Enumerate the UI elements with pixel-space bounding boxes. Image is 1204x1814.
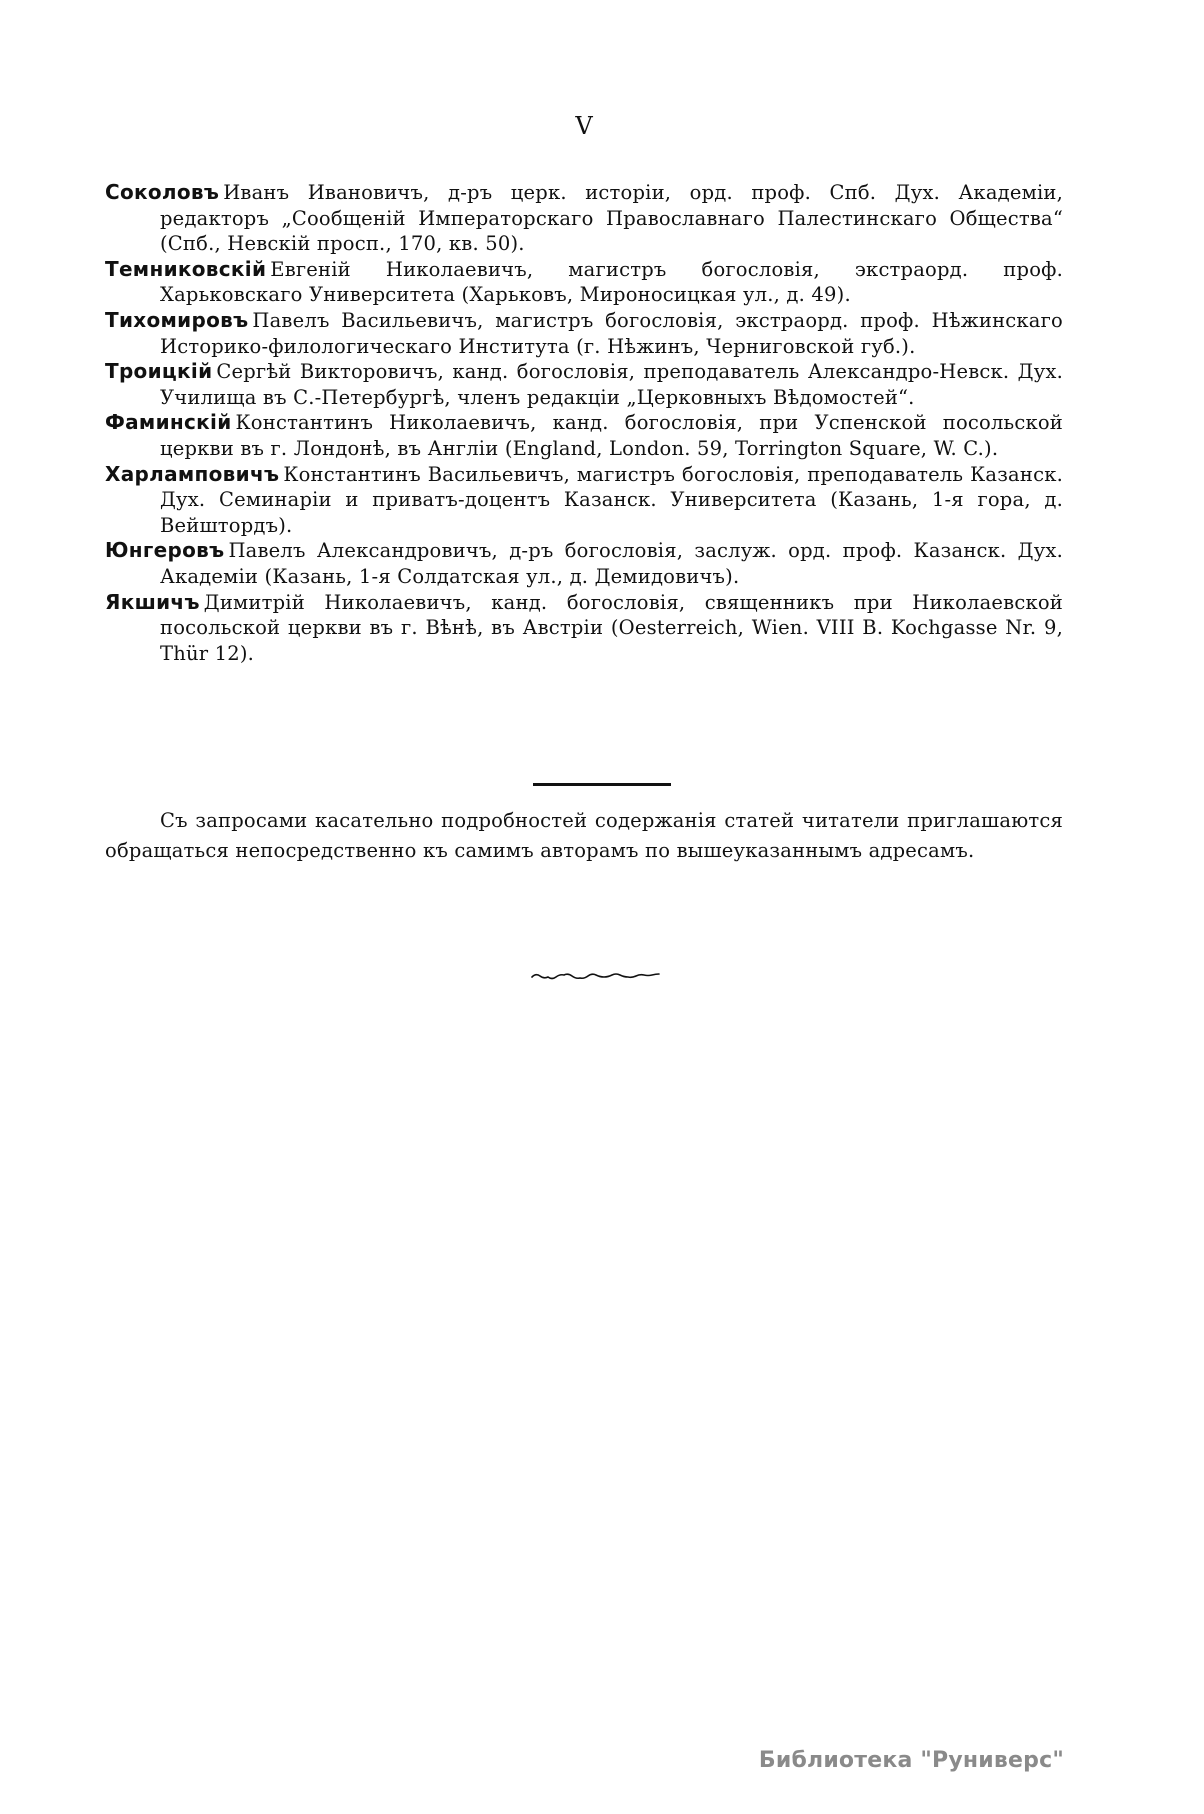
contributor-details: Константинъ Васильевичъ, магистръ богословія, преподаватель Казанск. Дух. Семинаріи и приватъ-доцентъ Казанск. Университета (Казань, 1-я гора, д. Вейштордъ).	[160, 462, 1063, 537]
contributor-entry	[105, 538, 1063, 589]
contributor-entry	[105, 410, 1063, 461]
contributor-entry	[105, 359, 1063, 410]
wavy-divider-line	[530, 970, 675, 982]
contributor-entry	[105, 308, 1063, 359]
contributor-list	[105, 180, 1063, 666]
contributor-details: Павелъ Васильевичъ, магистръ богословія, экстраорд. проф. Нѣжинскаго Историко-филологическаго Института (г. Нѣжинъ, Черниговской губ.).	[160, 308, 1063, 358]
section-divider-line	[533, 783, 671, 786]
contributor-details: Евгеній Николаевичъ, магистръ богословія, экстраорд. проф. Харьковскаго Университета (Харьковъ, Мироносицкая ул., д. 49).	[160, 257, 1063, 307]
contributor-name: Темниковскій	[105, 256, 267, 281]
library-watermark: Библиотека "Руниверс"	[758, 1748, 1064, 1773]
contributor-details: Иванъ Ивановичъ, д-ръ церк. исторіи, орд. проф. Спб. Дух. Академіи, редакторъ „Сообщеній Императорскаго Православнаго Палестинскаго Общества“ (Спб., Невскій просп., 170, кв. 50).	[160, 181, 1063, 256]
contributor-name: Юнгеровъ	[105, 538, 225, 563]
contributor-entry	[105, 462, 1063, 539]
contributor-entry	[105, 590, 1063, 667]
contributor-entry	[105, 257, 1063, 308]
contributor-name: Троицкій	[105, 359, 213, 384]
page-number: V	[575, 112, 593, 140]
contributor-details: Константинъ Николаевичъ, канд. богословія, при Успенской посольской церкви въ г. Лондонѣ, въ Англіи (England, London. 59, Torrington Square, W. C.).	[160, 411, 1063, 460]
contributor-name: Харламповичъ	[105, 461, 280, 486]
contributor-name: Якшичъ	[105, 589, 200, 614]
contributor-entry	[105, 180, 1063, 257]
contributor-name: Фаминскій	[105, 410, 232, 435]
contributor-details: Сергѣй Викторовичъ, канд. богословія, преподаватель Александро-Невск. Дух. Училища въ С.-Петербургѣ, членъ редакціи „Церковныхъ Вѣдомостей“.	[160, 360, 1063, 409]
contributor-details: Димитрій Николаевичъ, канд. богословія, священникъ при Николаевской посольской церкви въ г. Вѣнѣ, въ Австріи (Oesterreich, Wien. VIII B. Kochgasse Nr. 9, Thür 12).	[160, 590, 1063, 665]
contributor-name: Соколовъ	[105, 180, 220, 204]
contributor-details: Павелъ Александровичъ, д-ръ богословія, заслуж. орд. проф. Казанск. Дух. Академіи (Казань, 1-я Солдатская ул., д. Демидовичъ).	[160, 539, 1063, 588]
readers-note-paragraph: Съ запросами касательно подробностей содержанія статей читатели приглашаются обращаться непосредственно къ самимъ авторамъ по вышеуказаннымъ адресамъ.	[105, 809, 1063, 862]
contributor-name: Тихомировъ	[105, 307, 249, 332]
